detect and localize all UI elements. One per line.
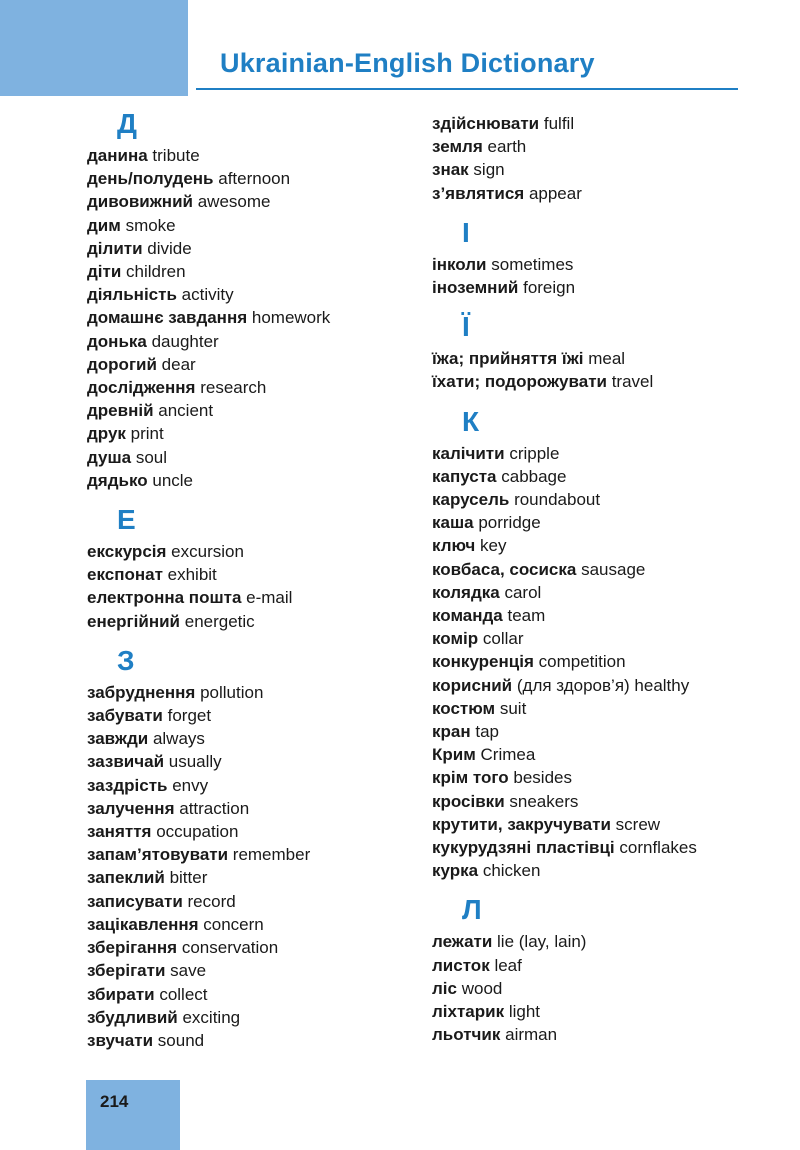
english-translation: cripple xyxy=(509,443,560,463)
dictionary-entry xyxy=(432,442,777,465)
ukrainian-word: запам’ятовувати xyxy=(87,845,229,865)
ukrainian-word: кукурудзяні пластівці xyxy=(432,838,615,858)
english-translation: concern xyxy=(203,914,264,934)
english-translation: porridge xyxy=(478,513,541,533)
dictionary-entry xyxy=(432,370,777,393)
ukrainian-word: енергійний xyxy=(87,611,180,631)
dictionary-entry xyxy=(432,720,777,743)
english-translation: sneakers xyxy=(509,791,579,811)
english-translation: airman xyxy=(505,1025,558,1045)
ukrainian-word: донька xyxy=(87,331,147,351)
ukrainian-word: дорогий xyxy=(87,354,157,374)
english-translation: excursion xyxy=(171,542,244,562)
ukrainian-word: діяльність xyxy=(87,285,177,305)
dictionary-section xyxy=(432,213,777,299)
dictionary-entry xyxy=(87,330,417,353)
ukrainian-word: конкуренція xyxy=(432,652,534,672)
dictionary-entry xyxy=(87,283,417,306)
english-translation: sign xyxy=(473,160,505,180)
ukrainian-word: їхати; подорожувати xyxy=(432,372,607,392)
section-letter: Е xyxy=(117,504,136,536)
ukrainian-word: комір xyxy=(432,629,479,649)
ukrainian-word: льотчик xyxy=(432,1025,501,1045)
dictionary-entry xyxy=(87,681,417,704)
dictionary-entry xyxy=(87,774,417,797)
ukrainian-word: з’являтися xyxy=(432,183,525,203)
dictionary-entry xyxy=(432,112,777,135)
dictionary-entry xyxy=(87,750,417,773)
page-number-tab xyxy=(86,1080,180,1150)
english-translation: foreign xyxy=(523,278,576,298)
english-translation: earth xyxy=(487,137,527,157)
dictionary-entry xyxy=(87,563,417,586)
english-translation: energetic xyxy=(184,611,255,631)
ukrainian-word: записувати xyxy=(87,891,183,911)
ukrainian-word: крім того xyxy=(432,768,509,788)
english-translation: remember xyxy=(232,845,311,865)
ukrainian-word: карусель xyxy=(432,490,510,510)
english-translation: uncle xyxy=(152,470,193,490)
dictionary-entry xyxy=(432,930,777,953)
english-translation: conservation xyxy=(181,938,279,958)
dictionary-entry xyxy=(87,797,417,820)
dictionary-entry xyxy=(87,540,417,563)
english-translation: (для здоров’я) healthy xyxy=(516,675,690,695)
dictionary-entry xyxy=(432,276,777,299)
english-translation: screw xyxy=(615,814,661,834)
ukrainian-word: заздрість xyxy=(87,775,168,795)
english-translation: appear xyxy=(528,183,582,203)
english-translation: suit xyxy=(499,698,527,718)
ukrainian-word: звучати xyxy=(87,1030,154,1050)
ukrainian-word: інколи xyxy=(432,254,487,274)
english-translation: Crimea xyxy=(480,745,536,765)
section-letter: З xyxy=(117,644,135,676)
english-translation: forget xyxy=(167,706,212,726)
page-title: Ukrainian-English Dictionary xyxy=(220,48,595,78)
ukrainian-word: дим xyxy=(87,215,121,235)
section-letter: Д xyxy=(117,108,137,139)
english-translation: sound xyxy=(157,1030,205,1050)
dictionary-entry xyxy=(432,253,777,276)
english-translation: cabbage xyxy=(501,466,567,486)
dictionary-entry xyxy=(87,144,417,167)
ukrainian-word: капуста xyxy=(432,466,497,486)
ukrainian-word: дослідження xyxy=(87,378,196,398)
dictionary-entry xyxy=(87,376,417,399)
ukrainian-word: каша xyxy=(432,513,474,533)
dictionary-entry xyxy=(87,820,417,843)
dictionary-entry xyxy=(432,1023,777,1046)
ukrainian-word: знак xyxy=(432,160,469,180)
ukrainian-word: збудливий xyxy=(87,1007,178,1027)
ukrainian-word: калічити xyxy=(432,443,505,463)
ukrainian-word: крутити, закручувати xyxy=(432,814,611,834)
english-translation: competition xyxy=(538,652,626,672)
english-translation: e-mail xyxy=(246,588,293,608)
dictionary-entry xyxy=(87,422,417,445)
ukrainian-word: ліхтарик xyxy=(432,1002,505,1022)
dictionary-entry xyxy=(432,182,777,205)
left-column xyxy=(87,104,417,1052)
dictionary-entry xyxy=(87,913,417,936)
ukrainian-word: курка xyxy=(432,861,479,881)
ukrainian-word: кросівки xyxy=(432,791,505,811)
ukrainian-word: листок xyxy=(432,955,490,975)
dictionary-entry xyxy=(432,627,777,650)
ukrainian-word: древній xyxy=(87,401,154,421)
dictionary-entry xyxy=(87,1006,417,1029)
dictionary-entry xyxy=(432,977,777,1000)
dictionary-entry xyxy=(87,260,417,283)
english-translation: research xyxy=(200,378,267,398)
english-translation: occupation xyxy=(156,822,239,842)
english-translation: awesome xyxy=(197,192,271,212)
english-translation: exhibit xyxy=(167,565,217,585)
dictionary-entry xyxy=(87,469,417,492)
dictionary-entry xyxy=(87,190,417,213)
dictionary-entry xyxy=(432,135,777,158)
ukrainian-word: електронна пошта xyxy=(87,588,242,608)
right-column xyxy=(432,112,777,1047)
dictionary-section xyxy=(87,500,417,633)
dictionary-entry xyxy=(432,558,777,581)
dictionary-section xyxy=(87,104,417,492)
english-translation: usually xyxy=(168,752,222,772)
dictionary-entry xyxy=(432,697,777,720)
english-translation: cornflakes xyxy=(619,838,697,858)
dictionary-entry xyxy=(432,581,777,604)
dictionary-entry xyxy=(87,959,417,982)
dictionary-entry xyxy=(87,446,417,469)
ukrainian-word: день/полудень xyxy=(87,169,214,189)
ukrainian-word: іноземний xyxy=(432,278,519,298)
english-translation: tribute xyxy=(152,146,200,165)
english-translation: team xyxy=(507,606,546,626)
english-translation: smoke xyxy=(125,215,176,235)
english-translation: always xyxy=(152,729,205,749)
section-letter: К xyxy=(462,405,480,437)
dictionary-entry xyxy=(432,158,777,181)
ukrainian-word: колядка xyxy=(432,582,500,602)
english-translation: pollution xyxy=(200,682,264,702)
ukrainian-word: ліс xyxy=(432,978,457,998)
dictionary-entry xyxy=(432,790,777,813)
dictionary-entry xyxy=(87,983,417,1006)
section-letter: Л xyxy=(462,894,482,926)
ukrainian-word: ковбаса, сосиска xyxy=(432,559,577,579)
ukrainian-word: данина xyxy=(87,146,148,165)
english-translation: fulfil xyxy=(543,114,575,133)
dictionary-entry xyxy=(87,167,417,190)
ukrainian-word: забувати xyxy=(87,706,163,726)
dictionary-entry xyxy=(87,704,417,727)
english-translation: save xyxy=(170,961,207,981)
dictionary-entry xyxy=(432,1000,777,1023)
ukrainian-word: дивовижний xyxy=(87,192,193,212)
english-translation: daughter xyxy=(151,331,219,351)
dictionary-entry xyxy=(432,674,777,697)
dictionary-section xyxy=(432,112,777,205)
english-translation: bitter xyxy=(169,868,208,888)
ukrainian-word: забруднення xyxy=(87,682,196,702)
section-letter: І xyxy=(462,216,470,248)
ukrainian-word: земля xyxy=(432,137,483,157)
ukrainian-word: залучення xyxy=(87,798,175,818)
dictionary-entry xyxy=(432,347,777,370)
english-translation: children xyxy=(126,262,186,282)
ukrainian-word: Крим xyxy=(432,745,476,765)
dictionary-entry xyxy=(432,534,777,557)
dictionary-entry xyxy=(87,399,417,422)
ukrainian-word: домашнє завдання xyxy=(87,308,248,328)
ukrainian-word: зберігання xyxy=(87,938,178,958)
ukrainian-word: костюм xyxy=(432,698,496,718)
ukrainian-word: кран xyxy=(432,722,471,742)
ukrainian-word: дядько xyxy=(87,470,148,490)
dictionary-entry xyxy=(87,936,417,959)
section-letter: Ї xyxy=(462,311,470,343)
ukrainian-word: заняття xyxy=(87,822,152,842)
english-translation: ancient xyxy=(158,401,214,421)
dictionary-entry xyxy=(432,465,777,488)
dictionary-entry xyxy=(87,237,417,260)
english-translation: key xyxy=(480,536,507,556)
ukrainian-word: ділити xyxy=(87,238,143,258)
dictionary-entry xyxy=(432,859,777,882)
ukrainian-word: зацікавлення xyxy=(87,914,199,934)
dictionary-entry xyxy=(432,954,777,977)
english-translation: carol xyxy=(504,582,542,602)
english-translation: afternoon xyxy=(218,169,291,189)
ukrainian-word: збирати xyxy=(87,984,155,1004)
ukrainian-word: здійснювати xyxy=(432,114,540,133)
ukrainian-word: зберігати xyxy=(87,961,166,981)
english-translation: soul xyxy=(135,447,167,467)
dictionary-entry xyxy=(87,353,417,376)
english-translation: wood xyxy=(461,978,503,998)
english-translation: print xyxy=(130,424,164,444)
corner-tab xyxy=(0,0,188,96)
english-translation: sometimes xyxy=(491,254,574,274)
dictionary-entry xyxy=(432,604,777,627)
title-underline xyxy=(196,88,738,90)
ukrainian-word: завжди xyxy=(87,729,149,749)
dictionary-section xyxy=(432,307,777,393)
english-translation: light xyxy=(508,1002,541,1022)
dictionary-entry xyxy=(87,866,417,889)
dictionary-entry xyxy=(87,306,417,329)
english-translation: divide xyxy=(147,238,192,258)
english-translation: sausage xyxy=(581,559,646,579)
english-translation: besides xyxy=(513,768,572,788)
ukrainian-word: ключ xyxy=(432,536,476,556)
english-translation: travel xyxy=(611,372,654,392)
dictionary-entry xyxy=(432,650,777,673)
english-translation: attraction xyxy=(179,798,250,818)
english-translation: record xyxy=(187,891,236,911)
dictionary-entry xyxy=(432,511,777,534)
english-translation: meal xyxy=(588,349,626,369)
english-translation: dear xyxy=(161,354,196,374)
dictionary-section xyxy=(87,641,417,1052)
ukrainian-word: екскурсія xyxy=(87,542,167,562)
dictionary-entry xyxy=(87,843,417,866)
dictionary-section xyxy=(432,890,777,1046)
ukrainian-word: корисний xyxy=(432,675,513,695)
dictionary-entry xyxy=(87,890,417,913)
dictionary-entry xyxy=(432,488,777,511)
page-number: 214 xyxy=(100,1092,129,1111)
ukrainian-word: запеклий xyxy=(87,868,165,888)
ukrainian-word: команда xyxy=(432,606,503,626)
dictionary-entry xyxy=(87,1029,417,1052)
dictionary-entry xyxy=(432,743,777,766)
english-translation: chicken xyxy=(482,861,541,881)
dictionary-entry xyxy=(432,766,777,789)
ukrainian-word: зазвичай xyxy=(87,752,165,772)
english-translation: envy xyxy=(172,775,209,795)
dictionary-entry xyxy=(432,836,777,859)
ukrainian-word: друк xyxy=(87,424,126,444)
english-translation: collar xyxy=(482,629,524,649)
dictionary-entry xyxy=(87,727,417,750)
dictionary-entry xyxy=(87,214,417,237)
dictionary-section xyxy=(432,402,777,883)
dictionary-entry xyxy=(432,813,777,836)
english-translation: lie (lay, lain) xyxy=(497,932,587,952)
english-translation: homework xyxy=(251,308,331,328)
ukrainian-word: діти xyxy=(87,262,122,282)
english-translation: tap xyxy=(475,722,499,742)
ukrainian-word: експонат xyxy=(87,565,163,585)
english-translation: leaf xyxy=(494,955,522,975)
english-translation: exciting xyxy=(182,1007,241,1027)
ukrainian-word: лежати xyxy=(432,932,493,952)
ukrainian-word: душа xyxy=(87,447,132,467)
dictionary-entry xyxy=(87,586,417,609)
english-translation: activity xyxy=(181,285,234,305)
ukrainian-word: їжа; прийняття їжі xyxy=(432,349,584,369)
english-translation: collect xyxy=(159,984,208,1004)
english-translation: roundabout xyxy=(514,490,601,510)
dictionary-entry xyxy=(87,610,417,633)
